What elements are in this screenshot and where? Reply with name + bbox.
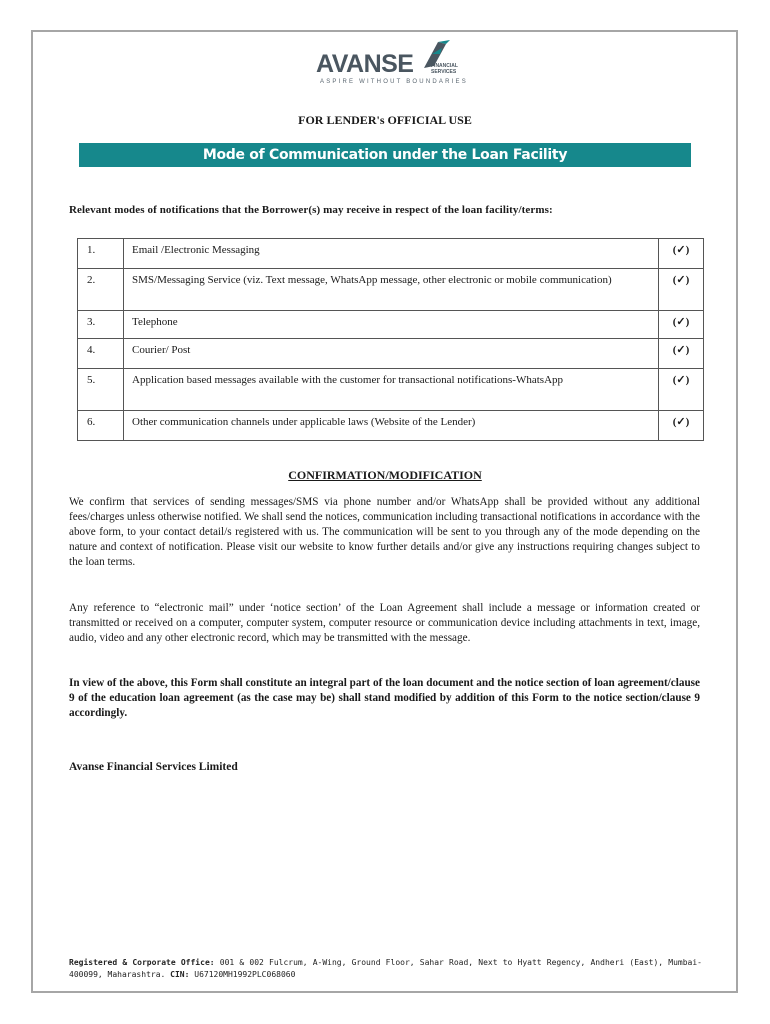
intro-text: Relevant modes of notifications that the Borrower(s) may receive in respect of the loan facility/terms: [69,204,553,216]
registered-office-footer [69,957,702,981]
confirmation-heading: CONFIRMATION/MODIFICATION [288,468,482,482]
logo-wordmark: AVANSE [316,50,414,78]
mode-description: Application based messages available with the customer for transactional notifications-WhatsApp [124,369,659,411]
logo-tagline: ASPIRE WITHOUT BOUNDARIES [320,79,468,85]
footer-address: 001 & 002 Fulcrum, A-Wing, Ground Floor, Sahar Road, Next to Hyatt Regency, Andheri (East), Mumbai-400099, Maharashtra. [69,958,702,979]
checkmark-icon: (✓) [659,311,704,339]
row-number: 1. [78,239,124,269]
checkmark-icon: (✓) [659,411,704,441]
mode-description: Courier/ Post [124,339,659,369]
table-row [78,269,704,311]
cin-number: U67120MH1992PLC068060 [194,970,296,979]
electronic-mail-paragraph: Any reference to “electronic mail” under ‘notice section’ of the Loan Agreement shall include a message or information created or transmitted or received on a computer, computer system, computer resource or communication device including attachments in text, image, audio, video and any other electronic record, which may be transmitted with the message. [69,602,700,644]
row-number: 2. [78,269,124,311]
checkmark-icon: (✓) [659,369,704,411]
checkmark-icon: (✓) [659,239,704,269]
table-row [78,411,704,441]
table-row [78,239,704,269]
row-number: 6. [78,411,124,441]
mode-description: Other communication channels under applicable laws (Website of the Lender) [124,411,659,441]
checkmark-icon: (✓) [659,339,704,369]
checkmark-icon: (✓) [659,269,704,311]
section-banner: Mode of Communication under the Loan Facility [79,143,691,167]
row-number: 5. [78,369,124,411]
logo-subtitle: FINANCIAL SERVICES [431,63,458,75]
table-row [78,339,704,369]
table-row [78,311,704,339]
communication-modes-table [77,238,704,441]
avanse-logo [316,40,466,90]
mode-description: Email /Electronic Messaging [124,239,659,269]
row-number: 3. [78,311,124,339]
official-use-heading: FOR LENDER's OFFICIAL USE [298,113,472,127]
row-number: 4. [78,339,124,369]
footer-label: Registered & Corporate Office: [69,958,215,967]
company-signoff: Avanse Financial Services Limited [69,761,238,773]
table-row [78,369,704,411]
cin-label: CIN: [170,970,190,979]
integral-part-paragraph: In view of the above, this Form shall constitute an integral part of the loan document and the notice section of loan agreement/clause 9 of the education loan agreement (as the case may be) shall stand modified by addition of this Form to the notice section/clause 9 accordingly. [69,677,700,719]
mode-description: SMS/Messaging Service (viz. Text message, WhatsApp message, other electronic or mobile communication) [124,269,659,311]
mode-description: Telephone [124,311,659,339]
confirmation-paragraph: We confirm that services of sending messages/SMS via phone number and/or WhatsApp shall be provided without any additional fees/charges unless otherwise notified. We shall send the notices, communication including transactional notifications in accordance with the above form, to your contact detail/s registered with us. The communication will be sent to you through any of the mode depending on the nature and context of notification. Please visit our website to know further details and/or give any instructions requiring changes subject to the loan terms. [69,496,700,568]
